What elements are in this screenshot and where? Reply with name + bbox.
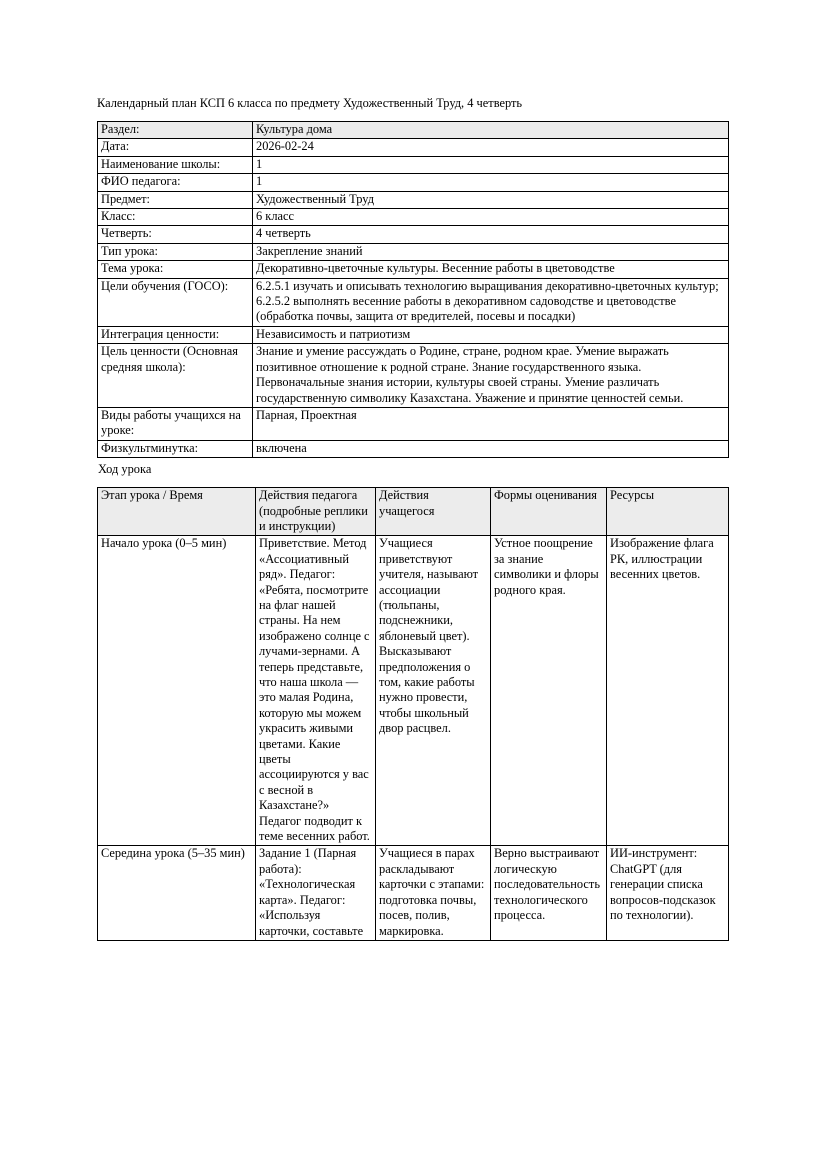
section-heading: Ход урока: [98, 462, 152, 477]
table-row: [98, 407, 729, 440]
info-label: Класс:: [98, 209, 253, 226]
table-row: [98, 243, 729, 260]
info-label: ФИО педагога:: [98, 174, 253, 191]
cell-resources: ИИ-инструмент: ChatGPT (для генерации списка вопросов-подсказок по технологии).: [607, 846, 729, 940]
column-header-assessment: Формы оценивания: [491, 488, 607, 536]
table-row: [98, 278, 729, 326]
info-label: Цель ценности (Основная средняя школа):: [98, 344, 253, 408]
cell-resources: Изображение флага РК, иллюстрации весенних цветов.: [607, 536, 729, 846]
info-value: включена: [253, 440, 729, 457]
info-label: Тип урока:: [98, 243, 253, 260]
info-value: 1: [253, 156, 729, 173]
info-label: Интеграция ценности:: [98, 326, 253, 343]
cell-teacher-actions: Приветствие. Метод «Ассоциативный ряд». Педагог: «Ребята, посмотрите на флаг нашей страны. На нем изображено солнце с лучами-зернами. А теперь представьте, что наша школа — это малая Родина, которую мы можем украсить живыми цветами. Какие цветы ассоциируются у вас с весной в Казахстане?» Педагог подводит к теме весенних работ.: [256, 536, 376, 846]
lesson-row-start: [98, 536, 729, 846]
info-value: 6.2.5.1 изучать и описывать технологию выращивания декоративно-цветочных культур; 6.2.5.2 выполнять весенние работы в декоративном садоводстве и цветоводстве (обработка почвы, защита от вредителей, посевы и посадки): [253, 278, 729, 326]
info-label: Наименование школы:: [98, 156, 253, 173]
info-label: Раздел:: [98, 122, 253, 139]
info-value: Независимость и патриотизм: [253, 326, 729, 343]
lesson-row-middle: [98, 846, 729, 940]
table-row: [98, 440, 729, 457]
info-value: 4 четверть: [253, 226, 729, 243]
table-row: [98, 226, 729, 243]
info-value: 2026-02-24: [253, 139, 729, 156]
info-label: Тема урока:: [98, 261, 253, 278]
lesson-info-table: [97, 121, 729, 458]
info-table-header-row: [98, 122, 729, 139]
info-label: Цели обучения (ГОСО):: [98, 278, 253, 326]
info-label: Предмет:: [98, 191, 253, 208]
cell-assessment: Верно выстраивают логическую последовательность технологического процесса.: [491, 846, 607, 940]
info-value: 6 класс: [253, 209, 729, 226]
table-row: [98, 139, 729, 156]
table-row: [98, 156, 729, 173]
info-label: Физкультминутка:: [98, 440, 253, 457]
cell-student-actions: Учащиеся в парах раскладывают карточки с этапами: подготовка почвы, посев, полив, маркировка.: [376, 846, 491, 940]
info-value: Закрепление знаний: [253, 243, 729, 260]
column-header-resources: Ресурсы: [607, 488, 729, 536]
table-row: [98, 344, 729, 408]
info-value: Декоративно-цветочные культуры. Весенние работы в цветоводстве: [253, 261, 729, 278]
document-title: Календарный план КСП 6 класса по предмету Художественный Труд, 4 четверть: [97, 96, 523, 110]
info-value: Знание и умение рассуждать о Родине, стране, родном крае. Умение выражать позитивное отношение к родной стране. Знание государственного языка. Первоначальные знания истории, культуры своей страны. Умение различать государственную символику Казахстана. Уважение и принятие ценностей семьи.: [253, 344, 729, 408]
column-header-student-actions: Действия учащегося: [376, 488, 491, 536]
info-value: Культура дома: [253, 122, 729, 139]
table-row: [98, 326, 729, 343]
lesson-plan-table: [97, 487, 729, 941]
cell-stage: Начало урока (0–5 мин): [98, 536, 256, 846]
cell-student-actions: Учащиеся приветствуют учителя, называют ассоциации (тюльпаны, подснежники, яблоневый цвет). Высказывают предположения о том, какие работы нужно провести, чтобы школьный двор расцвел.: [376, 536, 491, 846]
cell-teacher-actions: Задание 1 (Парная работа): «Технологическая карта». Педагог: «Используя карточки, составьте: [256, 846, 376, 940]
info-label: Виды работы учащихся на уроке:: [98, 407, 253, 440]
info-value: 1: [253, 174, 729, 191]
column-header-teacher-actions: Действия педагога (подробные реплики и инструкции): [256, 488, 376, 536]
info-label: Четверть:: [98, 226, 253, 243]
table-row: [98, 174, 729, 191]
info-value: Парная, Проектная: [253, 407, 729, 440]
column-header-stage: Этап урока / Время: [98, 488, 256, 536]
info-label: Дата:: [98, 139, 253, 156]
page-content: [97, 96, 728, 941]
table-row: [98, 261, 729, 278]
cell-assessment: Устное поощрение за знание символики и флоры родного края.: [491, 536, 607, 846]
table-row: [98, 191, 729, 208]
table-row: [98, 209, 729, 226]
cell-stage: Середина урока (5–35 мин): [98, 846, 256, 940]
info-value: Художественный Труд: [253, 191, 729, 208]
lesson-table-header-row: [98, 488, 729, 536]
